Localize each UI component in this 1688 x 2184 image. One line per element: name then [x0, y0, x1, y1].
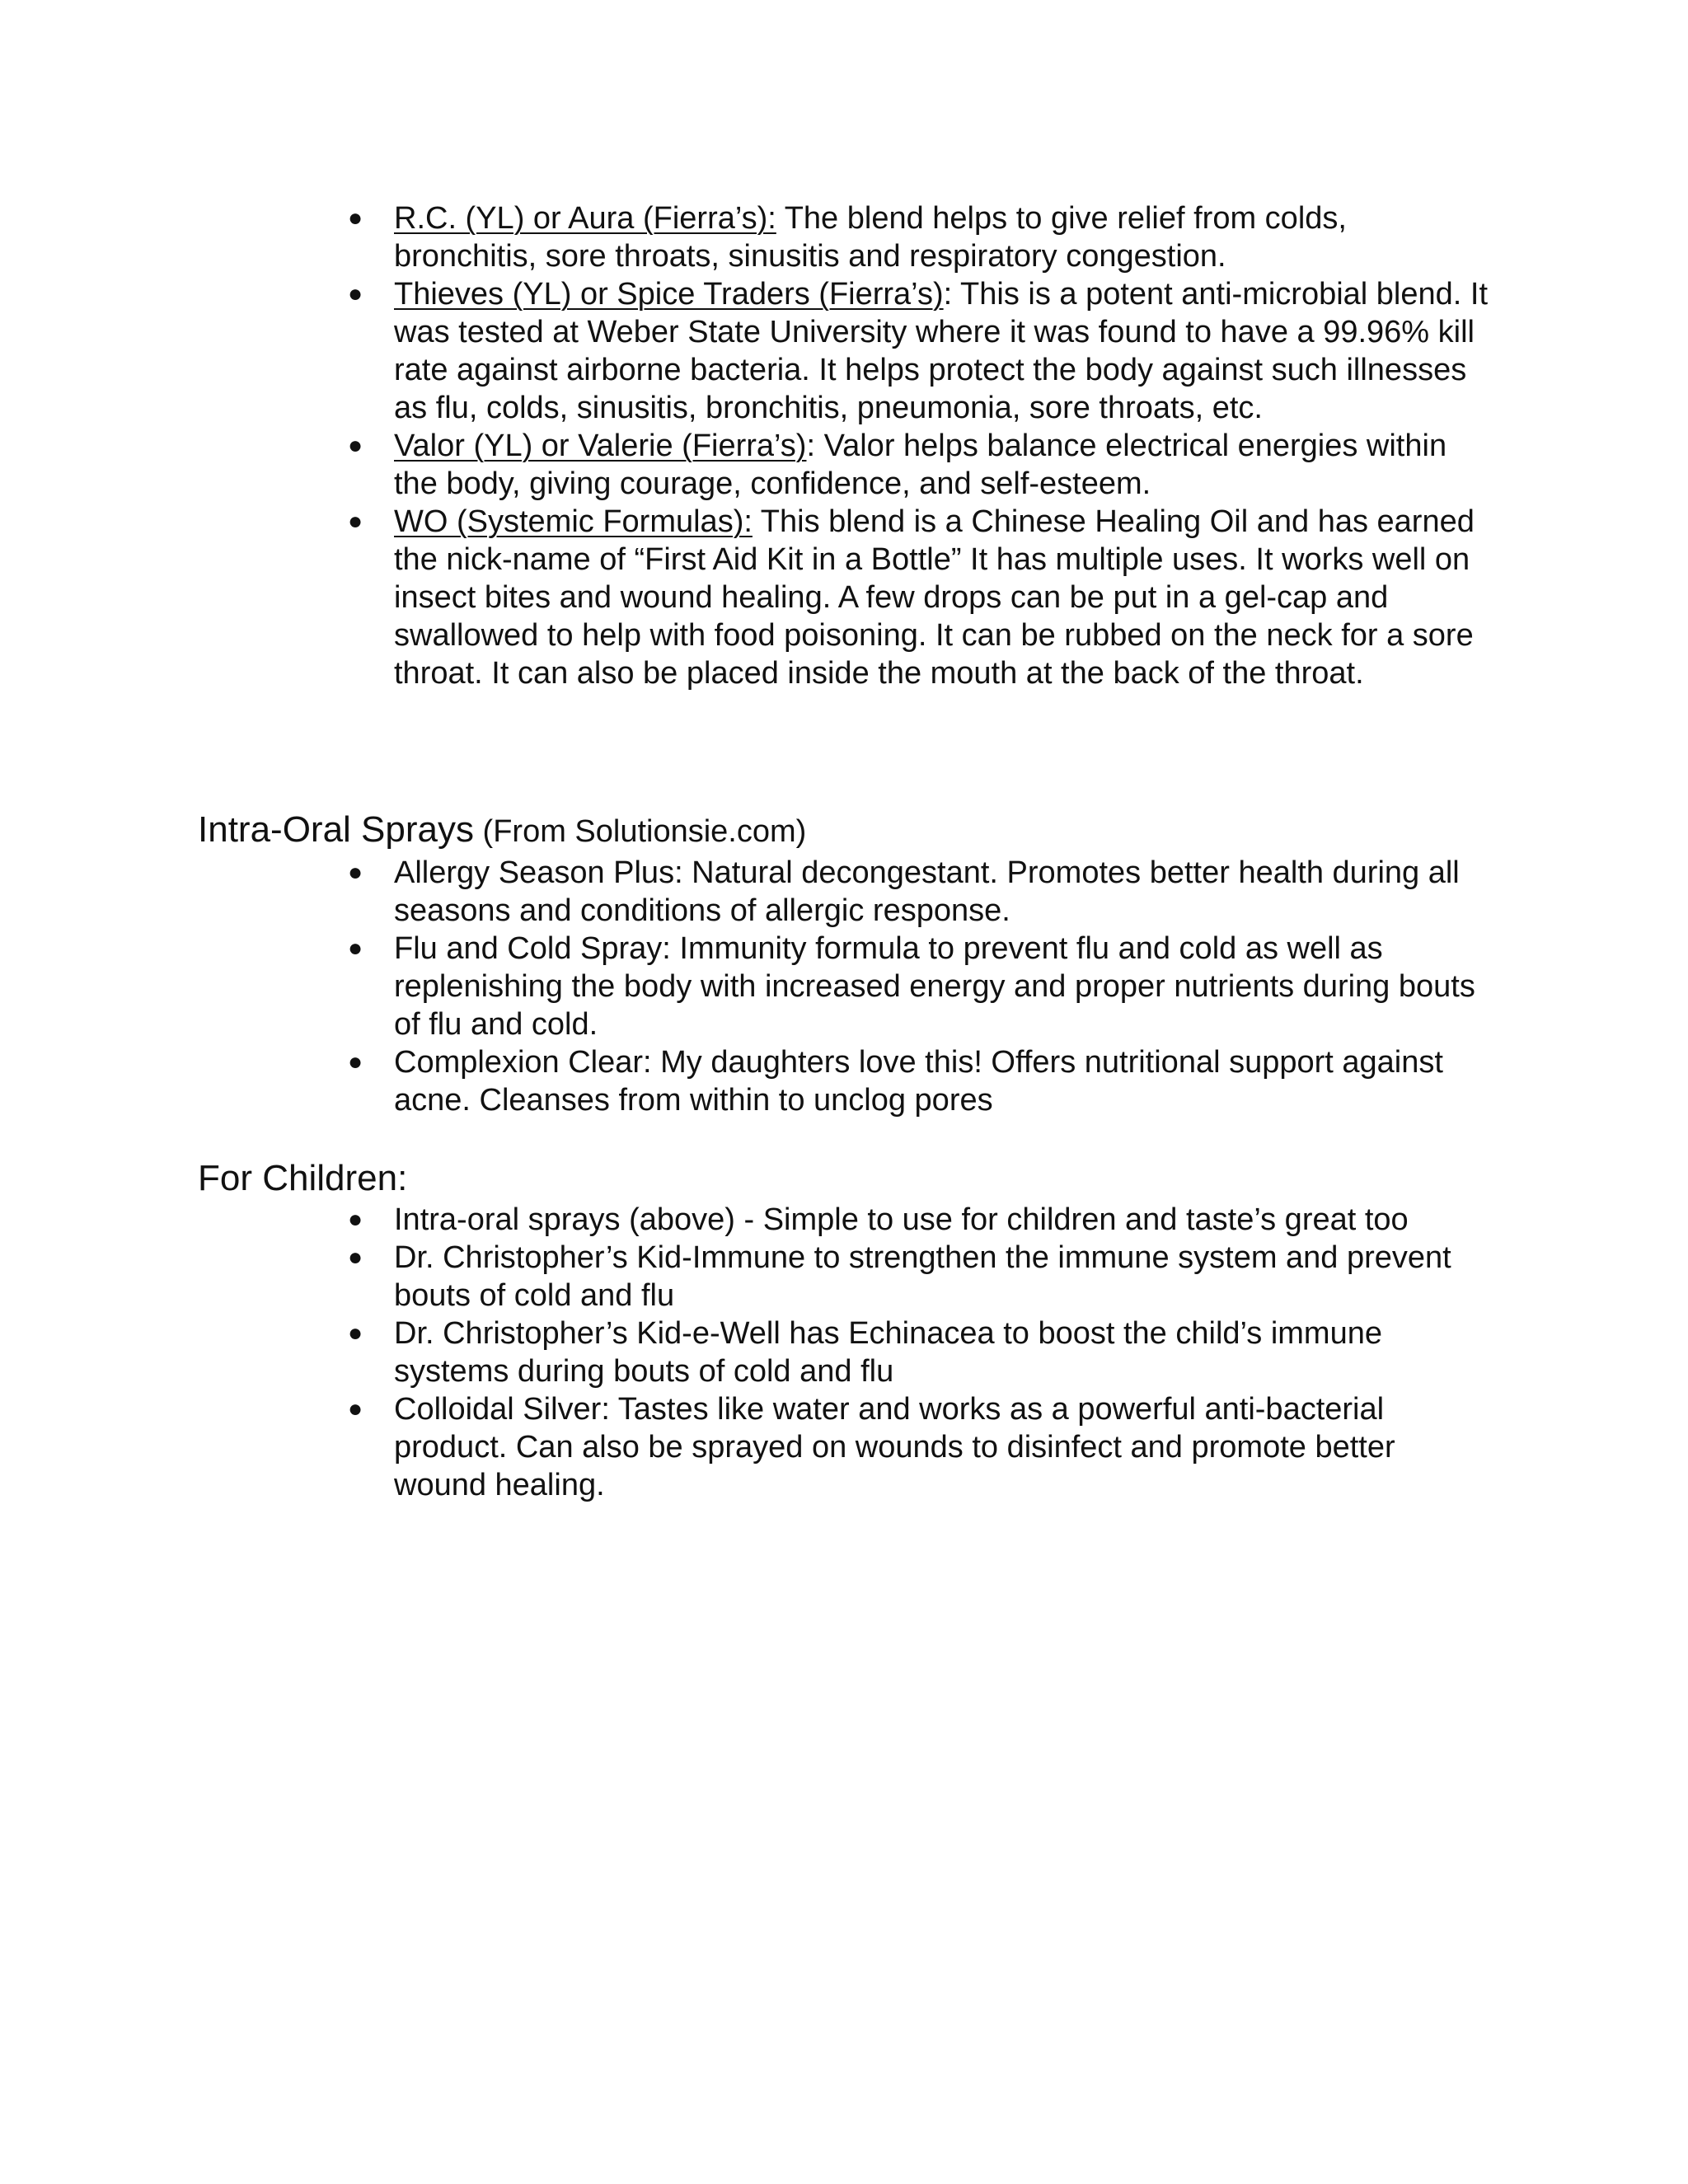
- bullet-icon: ●: [348, 1395, 363, 1422]
- bullet-icon: ●: [348, 204, 363, 232]
- list-item: [0, 930, 1490, 1043]
- item-text: Allergy Season Plus: Natural decongestant. Promotes better health during all seasons and conditions of allergic response.: [394, 855, 1460, 928]
- list-item: [0, 1315, 1490, 1390]
- list-item: [0, 503, 1490, 692]
- heading-source: (From Solutionsie.com): [473, 814, 807, 849]
- item-text: Intra-oral sprays (above) - Simple to use for children and taste’s great too: [394, 1202, 1409, 1237]
- heading-text: Intra-Oral Sprays: [198, 809, 474, 850]
- list-item: [0, 1390, 1490, 1504]
- essential-oils-list: [0, 199, 1688, 692]
- bullet-icon: ●: [348, 935, 363, 962]
- item-text: Dr. Christopher’s Kid-Immune to strengthen the immune system and prevent bouts of cold and flu: [394, 1240, 1451, 1313]
- oil-name: Thieves (YL) or Spice Traders (Fierra’s): [394, 277, 944, 312]
- children-section: [0, 1156, 1688, 1504]
- list-item: [0, 1043, 1490, 1119]
- oil-description: : Valor helps balance electrical energies within the body, giving courage, confidence, and self-esteem.: [394, 429, 1447, 501]
- oil-description: The blend helps to give relief from colds, bronchitis, sore throats, sinusitis and respiratory congestion.: [394, 201, 1347, 274]
- list-item: [0, 199, 1490, 275]
- list-item: [0, 854, 1490, 930]
- bullet-icon: ●: [348, 1048, 363, 1076]
- bullet-icon: ●: [348, 508, 363, 535]
- oil-description: This blend is a Chinese Healing Oil and has earned the nick-name of “First Aid Kit in a Bottle” It has multiple uses. It works well on insect bites and wound healing. A few drops can be put in a gel-cap and swallowed to help with food poisoning. It can be rubbed on the neck for a sore throat. It can also be placed inside the mouth at the back of the throat.: [394, 504, 1475, 691]
- oil-name: R.C. (YL) or Aura (Fierra’s):: [394, 201, 776, 236]
- item-text: Colloidal Silver: Tastes like water and works as a powerful anti-bacterial product. Can also be sprayed on wounds to disinfect and promote better wound healing.: [394, 1392, 1395, 1502]
- oil-description: : This is a potent anti-microbial blend. It was tested at Weber State University where it was found to have a 99.96% kill rate against airborne bacteria. It helps protect the body against such illnesses as flu, colds, sinusitis, bronchitis, pneumonia, sore throats, etc.: [394, 277, 1489, 425]
- item-text: Dr. Christopher’s Kid-e-Well has Echinacea to boost the child’s immune systems during bouts of cold and flu: [394, 1316, 1382, 1389]
- essential-oils-section: [0, 199, 1688, 692]
- bullet-icon: ●: [348, 1319, 363, 1347]
- bullet-icon: ●: [348, 280, 363, 307]
- oil-name: WO (Systemic Formulas):: [394, 504, 753, 539]
- item-text: Flu and Cold Spray: Immunity formula to prevent flu and cold as well as replenishing the body with increased energy and proper nutrients during bouts of flu and cold.: [394, 931, 1475, 1042]
- oil-name: Valor (YL) or Valerie (Fierra’s): [394, 429, 807, 463]
- list-item: [0, 1239, 1490, 1315]
- children-list: [0, 1201, 1688, 1504]
- section-heading: For Children:: [198, 1158, 408, 1198]
- intra-oral-list: [0, 854, 1688, 1119]
- bullet-icon: ●: [348, 432, 363, 459]
- section-heading: [198, 808, 1688, 854]
- item-text: Complexion Clear: My daughters love this! Offers nutritional support against acne. Cleanses from within to unclog pores: [394, 1045, 1443, 1118]
- bullet-icon: ●: [348, 1244, 363, 1271]
- intra-oral-section: [0, 808, 1688, 1119]
- list-item: [0, 275, 1490, 427]
- bullet-icon: ●: [348, 859, 363, 886]
- bullet-icon: ●: [348, 1206, 363, 1233]
- list-item: [0, 427, 1490, 503]
- list-item: [0, 1201, 1490, 1239]
